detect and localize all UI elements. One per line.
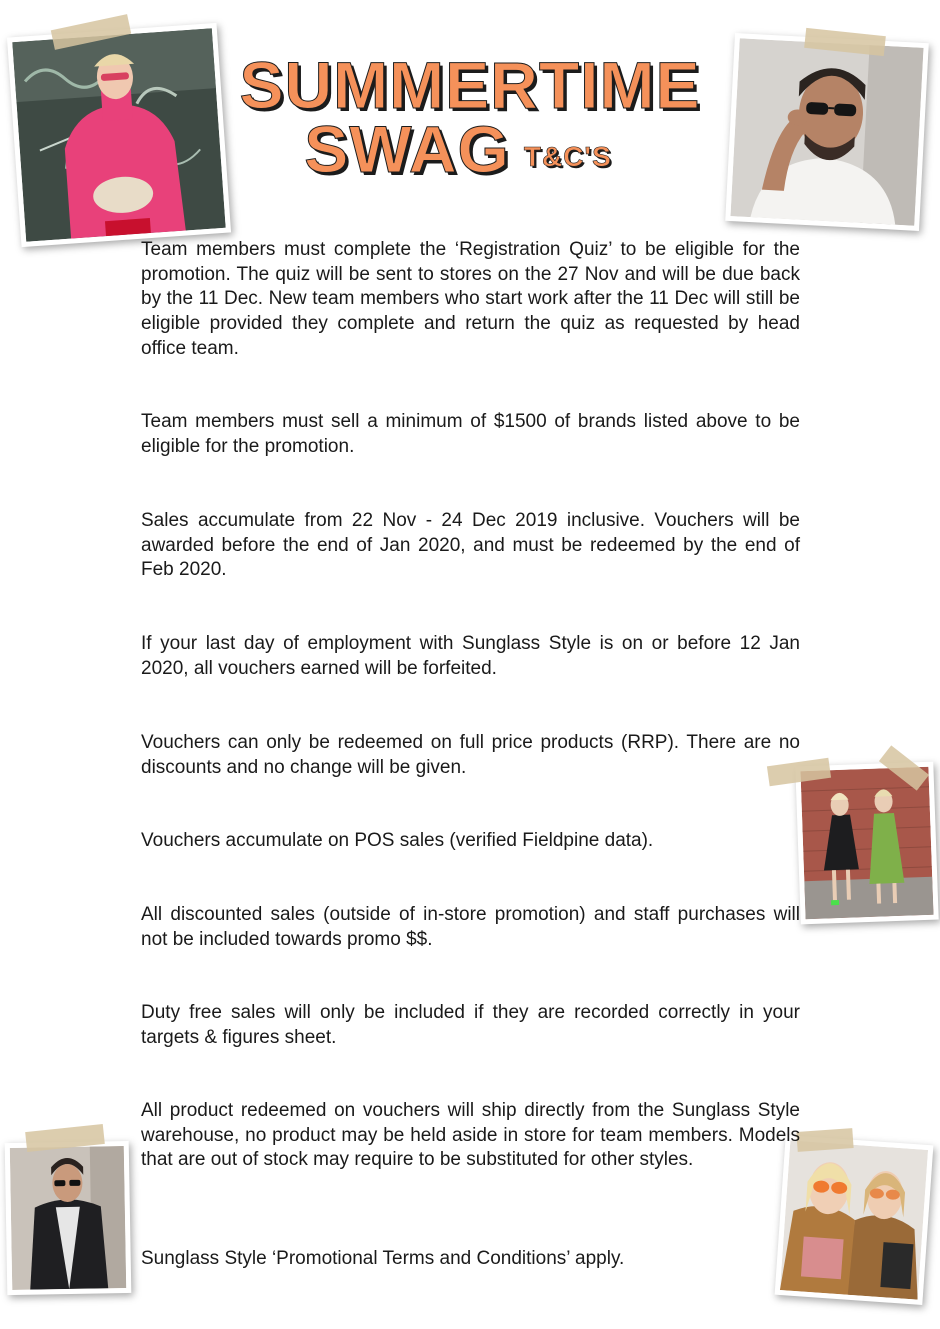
term-item: Duty free sales will only be included if they are recorded correctly in your targets & figures sheet. — [141, 1002, 800, 1048]
title-line-1: SUMMERTIME — [239, 48, 701, 122]
photo-man-dark-coat — [5, 1141, 132, 1295]
photo-man-sunglasses — [725, 33, 929, 231]
photo-woman-pink-sweater — [7, 23, 231, 247]
term-item: Sales accumulate from 22 Nov - 24 Dec 2019 inclusive. Vouchers will be awarded before the end of Jan 2020, and must be redeemed by the end of Feb 2020. — [141, 510, 800, 581]
title-tcs-suffix: T&C'S — [523, 141, 612, 172]
term-item: Team members must complete the ‘Registration Quiz’ to be eligible for the promotion. The quiz will be sent to stores on the 27 Nov and will be due back by the 11 Dec. New team members who start work after the 11 Dec will still be eligible provided they complete and return the quiz as requested by head office team. — [141, 239, 800, 359]
term-item: Sunglass Style ‘Promotional Terms and Conditions’ apply. — [141, 1248, 625, 1269]
term-item: If your last day of employment with Sunglass Style is on or before 12 Jan 2020, all vouchers earned will be forfeited. — [141, 633, 800, 679]
term-item: Team members must sell a minimum of $1500 of brands listed above to be eligible for the promotion. — [141, 411, 800, 457]
title-swag: SWAG — [304, 112, 510, 186]
tape-strip — [796, 1128, 853, 1152]
term-item: Vouchers can only be redeemed on full price products (RRP). There are no discounts and no change will be given. — [141, 732, 800, 778]
term-item: Vouchers accumulate on POS sales (verified Fieldpine data). — [141, 830, 654, 851]
term-item: All discounted sales (outside of in-store promotion) and staff purchases will not be included towards promo $$. — [141, 904, 800, 950]
term-item: All product redeemed on vouchers will ship directly from the Sunglass Style warehouse, no product may be held aside in store for team members. Models that are out of stock may require to be substituted for other styles. — [141, 1100, 800, 1171]
